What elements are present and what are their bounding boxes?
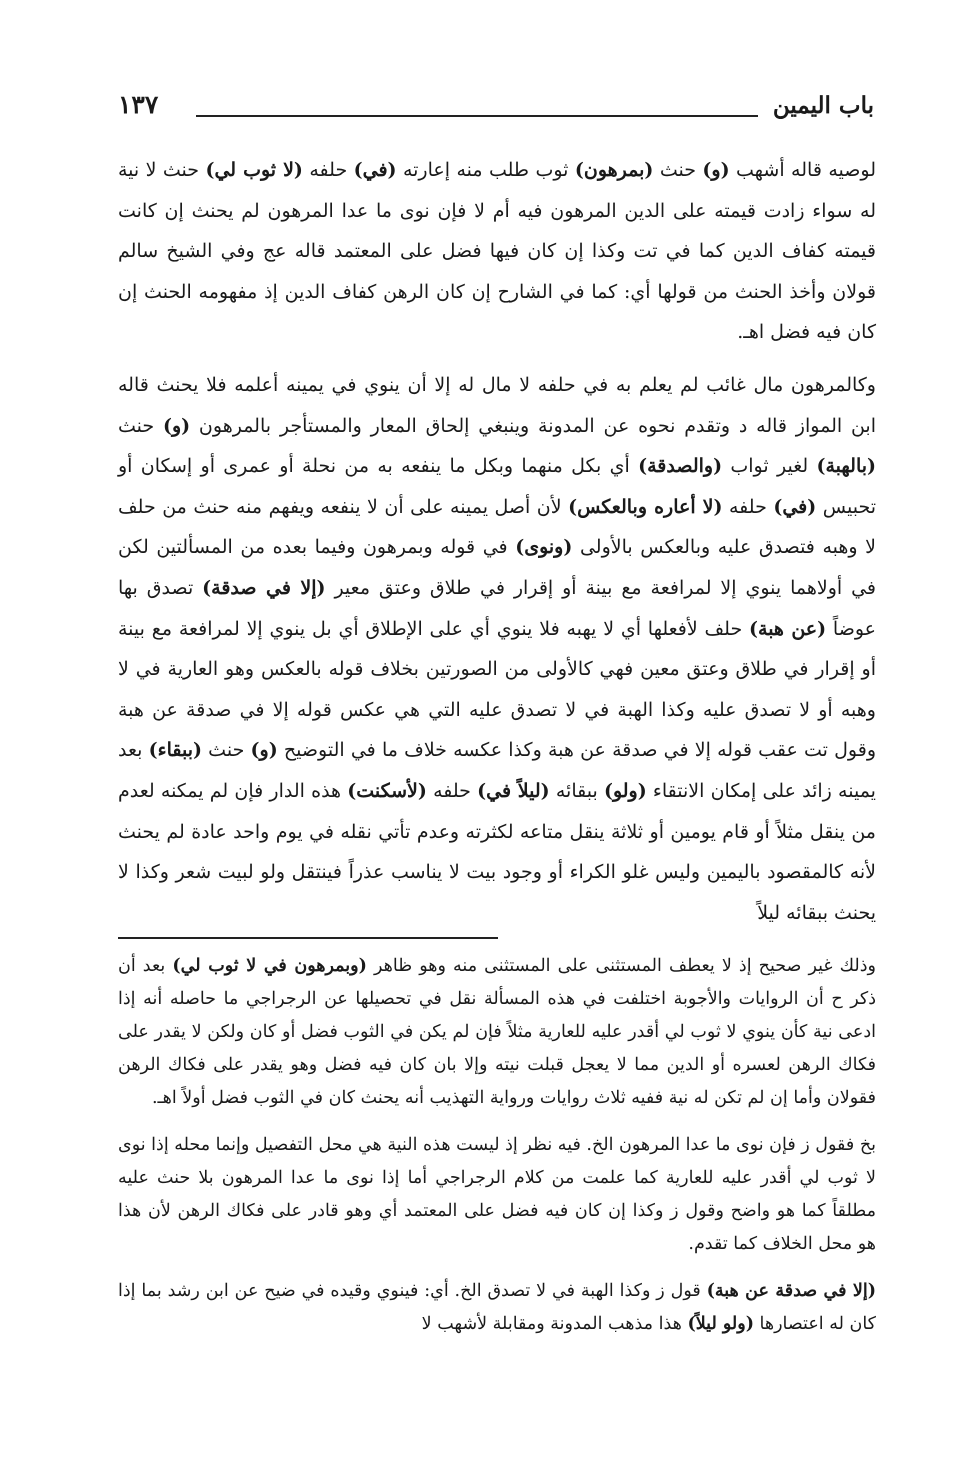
note-paragraph — [118, 1275, 876, 1341]
bold-lemma: (بمرهون) — [574, 159, 654, 181]
bold-lemma: (إلا في صدقة) — [202, 576, 326, 599]
bold-lemma: (و) — [162, 414, 191, 437]
text-run: لوصيه قاله أشهب — [729, 159, 876, 181]
page-number: ١٣٧ — [118, 90, 159, 119]
text-run: في قوله وبمرهون وفيما بعده من المسألتين لكن في أولاهما ينوي إلا لمرافعة مع بينة أو إقرار في طلاق وعتق معير — [118, 536, 876, 599]
bold-lemma: (و) — [702, 159, 730, 181]
main-text — [118, 150, 876, 933]
bold-lemma: (ببقاء) — [148, 739, 202, 762]
text-run: ثوب طلب منه إعارته — [396, 159, 575, 181]
text-run: وكالمرهون مال غائب لم يعلم به في حلفه لا مال له إلا أن ينوي في يمينه أعلمه فلا يحنث قاله ابن المواز قاله د وتقدم نحوه عن المدونة وينبغي إلحاق المعار والمستأجر بالمرهون — [118, 373, 876, 437]
bold-lemma: (لا ثوب لي) — [205, 159, 303, 181]
text-run: حلفه — [302, 159, 354, 181]
text-run: ببقائه — [549, 779, 604, 802]
header-rule — [196, 115, 758, 117]
text-run: لأن أصل يمينه على أن لا ينفعه ويفهم منه حنث من حلف لا وهبه فتصدق عليه وبالعكس بالأولى — [118, 495, 876, 559]
bold-lemma: (بالهبة) — [816, 455, 877, 478]
text-run: وذلك غير صحيح إذ لا يعطف المستثنى على المستثنى منه وهو ظاهر — [366, 956, 876, 976]
main-paragraph — [118, 365, 876, 933]
note-paragraph — [118, 1129, 876, 1261]
bold-lemma: (والصدقة) — [638, 455, 723, 478]
note-paragraph — [118, 950, 876, 1115]
bold-lemma: (ولو ليلاً) — [687, 1314, 754, 1334]
text-run: هذه الدار فإن لم يمكنه لعدم من ينقل مثلاً أو قام يومين أو ثلاثة ينقل متاعه لكثرته وعدم تأتي نقله في يوم واحد عادة لم يحنث لأنه كالمقصود باليمين وليس غلو الكراء أو وجود بيت لا يناسب عذراً فينتقل ولو لبيت شعر وكذا لا يحنث ببقائه ليلاً — [118, 779, 876, 924]
text-run: بعد يمينه زائد على إمكان الانتقاء — [118, 739, 876, 802]
footnote-separator — [118, 937, 498, 939]
bold-lemma: (إلا في صدقة عن هبة) — [706, 1281, 876, 1301]
chapter-title: باب اليمين — [772, 92, 874, 119]
bold-lemma: (ولو) — [603, 779, 647, 802]
text-run: حنث — [118, 414, 163, 437]
text-run: أي بكل منهما وبكل ما ينفعه به من نحلة أو عمرى أو إسكان أو تحبيس — [118, 455, 876, 518]
bold-lemma: (لأسكنت) — [347, 779, 427, 802]
text-run: حنث لا نية له سواء زادت قيمته على الدين المرهون فيه أم لا فإن نوى ما عدا المرهون لم يحنث إن كانت قيمته كفاف الدين كما في تت وكذا إن كان فيها فضل على المعتمد قاله عج وفي الشيخ سالم قولان وأخذ الحنث من قولها أي: كما في الشارح إن كان الرهن كفاف الدين إذ مفهومه الحنث إن كان فيه فضل اهـ. — [118, 159, 876, 344]
bold-lemma: (ليلاً في) — [477, 779, 550, 802]
commentary-notes — [118, 950, 876, 1355]
text-run: تصدق بها عوضاً — [118, 576, 876, 640]
text-run: قول ز وكذا الهبة في لا تصدق الخ. أي: فينوي وقيده في ضيح عن ابن رشد بما إذا كان له اعتصارها — [118, 1281, 876, 1334]
text-run: بخ فقول ز فإن نوى ما عدا المرهون الخ. فيه نظر إذ ليست هذه النية هي محل التفصيل وإنما محله إذا نوى لا ثوب لي أقدر عليه للعارية كما علمت من كلام الرجراجي أما إذا نوى ما عدا المرهون بلا حنث عليه مطلقاً كما هو واضح وقول ز وكذا إن كان فيه فضل على المعتمد أي وهو قادر على فكاك الرهن لأن هذا هو محل الخلاف كما تقدم. — [118, 1135, 876, 1254]
bold-lemma: (لا أعاره وبالعكس) — [568, 495, 723, 518]
text-run: بعد أن ذكر ح أن الروايات والأجوبة اختلفت في هذه المسألة نقل في تحصيلها عن الرجراجي ما حاصله أنه إذا ادعى نية كأن ينوي لا ثوب لي أقدر عليه للعارية مثلاً فإن لم يكن في الثوب فضل أو كان ولكن لا يقدر على فكاك الرهن لعسره أو الدين مما لا يعجل قبلت نيته وإلا بان كان فيه فضل وهو يقدر على فكاك الرهن فقولان وأما إن لم تكن له نية ففيه ثلاث روايات ورواية التهذيب أنه يحنث كان في الثوب فضل أولاً اهـ. — [118, 956, 877, 1108]
text-run: هذا مذهب المدونة ومقابلة لأشهب لا — [421, 1314, 688, 1334]
bold-lemma: (وبمرهون في لا ثوب لي) — [172, 956, 367, 976]
bold-lemma: (و) — [250, 739, 278, 762]
text-run: حلفه — [426, 779, 478, 802]
page-header — [118, 88, 874, 128]
bold-lemma: (في) — [353, 159, 397, 181]
bold-lemma: (في) — [773, 495, 817, 518]
text-run: حلفه — [722, 495, 774, 518]
bold-lemma: (عن هبة) — [749, 617, 827, 640]
text-run: حلف لأفعلها أي لا يهبه فلا ينوي أي على الإطلاق أي بل ينوي إلا لمرافعة مع بينة أو إقرار في طلاق وعتق معين فهي كالأولى من الصورتين بخلاف قوله بالعكس وهو العارية في لا وهبه أو لا تصدق عليه وكذا الهبة في لا تصدق عليه التي هي عكس قوله إلا في صدقة عن هبة وقول تت عقب قوله إلا في صدقة عن هبة وكذا عكسه خلاف ما في التوضيح — [118, 617, 877, 762]
text-run: حنث — [201, 739, 251, 762]
main-paragraph — [118, 150, 876, 353]
text-run: حنث — [653, 159, 703, 181]
text-run: لغير ثواب — [722, 455, 817, 478]
bold-lemma: (ونوى) — [515, 536, 573, 559]
